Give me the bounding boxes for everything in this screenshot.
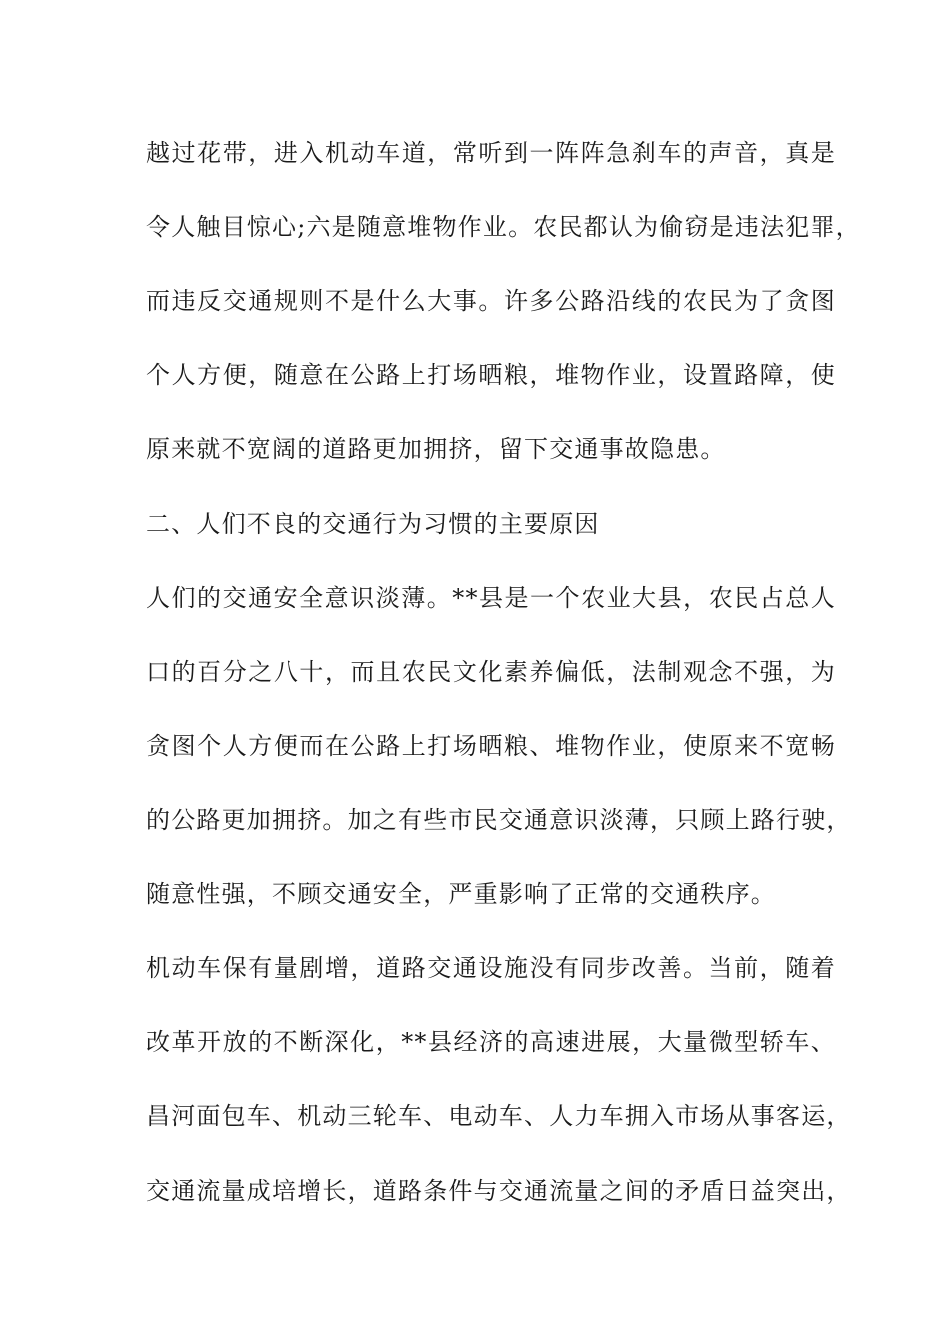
text-line: 原来就不宽阔的道路更加拥挤，留下交通事故隐患。	[146, 435, 726, 463]
text-line: 随意性强，不顾交通安全，严重影响了正常的交通秩序。	[146, 880, 776, 908]
text-line: 贪图个人方便而在公路上打场晒粮、堆物作业，使原来不宽畅	[146, 732, 836, 760]
text-line: 个人方便，随意在公路上打场晒粮，堆物作业，设置路障，使	[146, 361, 836, 389]
text-line: 的公路更加拥挤。加之有些市民交通意识淡薄，只顾上路行驶，	[146, 806, 852, 834]
text-line: 而违反交通规则不是什么大事。许多公路沿线的农民为了贪图	[146, 287, 836, 315]
text-line: 令人触目惊心;六是随意堆物作业。农民都认为偷窃是违法犯罪，	[146, 213, 861, 241]
text-line: 机动车保有量剧增，道路交通设施没有同步改善。当前，随着	[146, 954, 836, 982]
text-line: 人们的交通安全意识淡薄。**县是一个农业大县，农民占总人	[146, 584, 836, 612]
text-line: 口的百分之八十，而且农民文化素养偏低，法制观念不强，为	[146, 658, 836, 686]
text-line: 交通流量成培增长，道路条件与交通流量之间的矛盾日益突出，	[146, 1177, 852, 1205]
text-line: 昌河面包车、机动三轮车、电动车、人力车拥入市场从事客运，	[146, 1102, 852, 1130]
section-heading: 二、人们不良的交通行为习惯的主要原因	[146, 510, 600, 538]
text-line: 越过花带，进入机动车道，常听到一阵阵急刹车的声音，真是	[146, 139, 836, 167]
text-line: 改革开放的不断深化，**县经济的高速进展，大量微型轿车、	[146, 1028, 836, 1056]
